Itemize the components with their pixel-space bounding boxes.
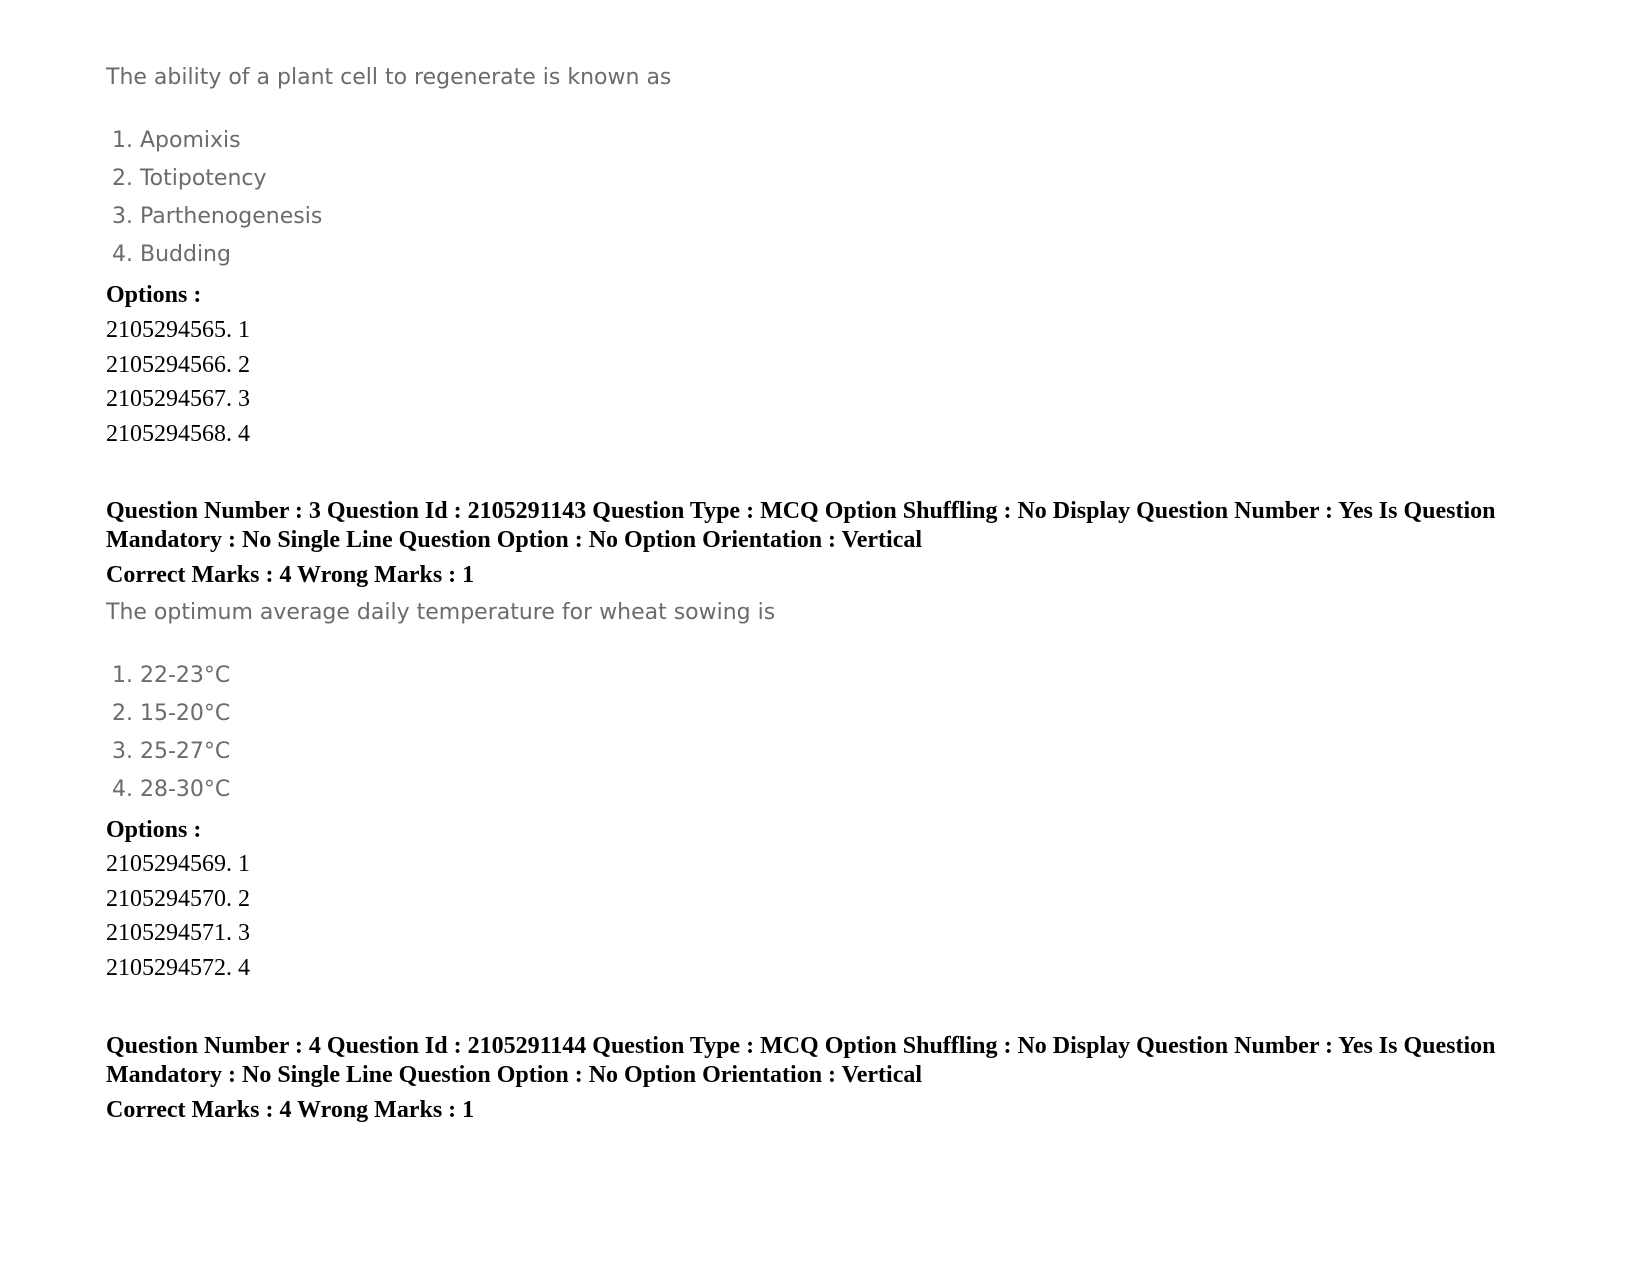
- choice-item: 1. Apomixis: [112, 128, 241, 153]
- option-item: 2105294572. 4: [106, 954, 250, 981]
- option-item: 2105294566. 2: [106, 351, 250, 378]
- choice-item: 2. 15-20°C: [112, 701, 231, 726]
- question-text: The optimum average daily temperature for wheat sowing is: [106, 600, 776, 625]
- choice-item: 2. Totipotency: [112, 166, 267, 191]
- marks-info: Correct Marks : 4 Wrong Marks : 1: [106, 1097, 475, 1123]
- choice-list: [106, 122, 322, 274]
- options-heading: Options :: [106, 282, 202, 308]
- choice-list: [106, 657, 230, 809]
- choice-item: 3. Parthenogenesis: [112, 204, 323, 229]
- choice-item: 4. 28-30°C: [112, 777, 231, 802]
- marks-info: Correct Marks : 4 Wrong Marks : 1: [106, 562, 475, 588]
- question-meta: Question Number : 4 Question Id : 2105291144 Question Type : MCQ Option Shuffling : No Display Question Number : Yes Is Question Mandatory : No Single Line Question Option : No Option Orientation : Vertical: [106, 1033, 1496, 1088]
- options-heading: Options :: [106, 817, 202, 843]
- choice-item: 4. Budding: [112, 242, 231, 267]
- choice-item: 1. 22-23°C: [112, 663, 231, 688]
- option-item: 2105294570. 2: [106, 885, 250, 912]
- question-meta: Question Number : 3 Question Id : 2105291143 Question Type : MCQ Option Shuffling : No Display Question Number : Yes Is Question Mandatory : No Single Line Question Option : No Option Orientation : Vertical: [106, 498, 1496, 553]
- options-list: [106, 313, 250, 451]
- option-item: 2105294568. 4: [106, 420, 250, 447]
- question-text: The ability of a plant cell to regenerate is known as: [106, 65, 672, 90]
- option-item: 2105294569. 1: [106, 851, 250, 877]
- option-item: 2105294567. 3: [106, 386, 250, 412]
- choice-item: 3. 25-27°C: [112, 739, 231, 764]
- option-item: 2105294565. 1: [106, 317, 250, 343]
- options-list: [106, 847, 250, 985]
- option-item: 2105294571. 3: [106, 920, 250, 946]
